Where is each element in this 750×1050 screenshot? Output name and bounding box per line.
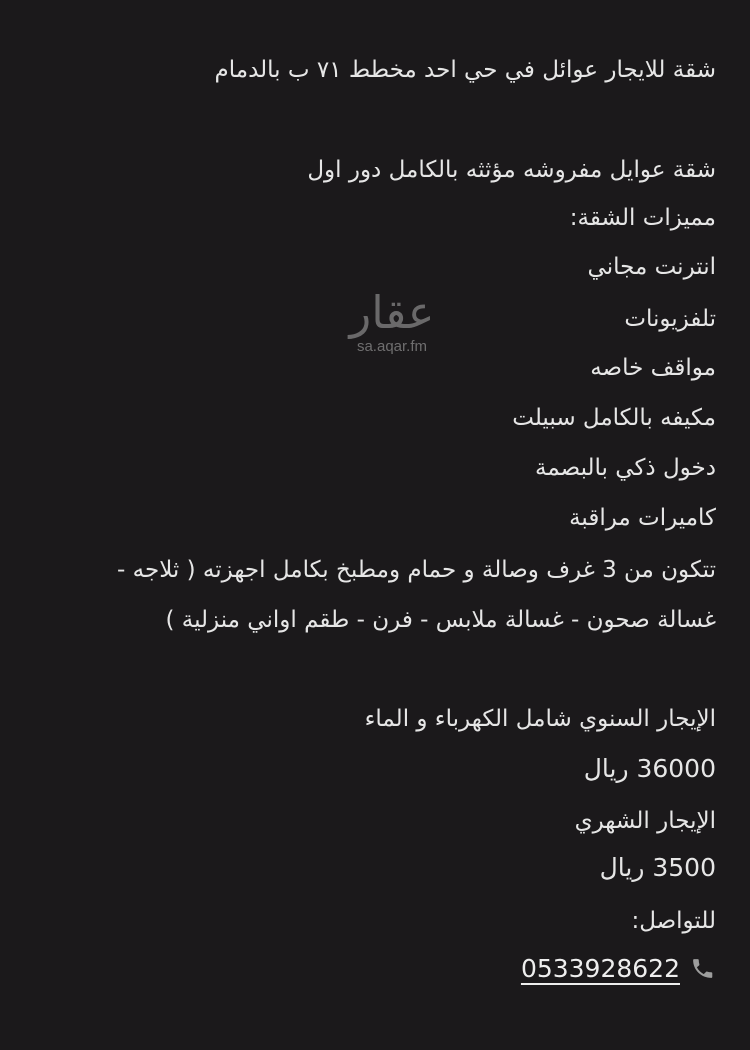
feature-item: تلفزيونات — [624, 306, 716, 332]
feature-item: دخول ذكي بالبصمة — [535, 455, 716, 481]
phone-icon — [688, 954, 716, 982]
monthly-rent-value: 3500 ريال — [599, 853, 716, 882]
annual-rent-label: الإيجار السنوي شامل الكهرباء و الماء — [364, 706, 716, 732]
aqar-watermark-url: sa.aqar.fm — [356, 338, 428, 355]
annual-rent-value: 36000 ريال — [583, 754, 716, 783]
apartment-composition-line-2: غسالة صحون - غسالة ملابس - فرن - طقم اواني منزلية ) — [165, 607, 716, 633]
feature-item: انترنت مجاني — [587, 254, 716, 280]
feature-item: مكيفه بالكامل سبيلت — [512, 405, 716, 431]
listing-title: شقة للايجار عوائل في حي احد مخطط ٧١ ب بالدمام — [214, 57, 716, 83]
contact-label: للتواصل: — [631, 908, 716, 934]
phone-number-link[interactable]: 0533928622 — [520, 953, 680, 983]
phone-row[interactable] — [521, 948, 716, 988]
feature-item: مواقف خاصه — [590, 355, 716, 381]
features-heading: مميزات الشقة: — [569, 205, 716, 231]
apartment-composition-line-1: تتكون من 3 غرف وصالة و حمام ومطبخ بكامل اجهزته ( ثلاجه - — [117, 557, 716, 583]
feature-item: كاميرات مراقبة — [569, 505, 716, 531]
aqar-watermark — [333, 287, 451, 363]
monthly-rent-label: الإيجار الشهري — [574, 808, 716, 834]
aqar-logo-text: عقار — [349, 286, 435, 339]
listing-description: شقة عوايل مفروشه مؤثثه بالكامل دور اول — [307, 157, 716, 183]
